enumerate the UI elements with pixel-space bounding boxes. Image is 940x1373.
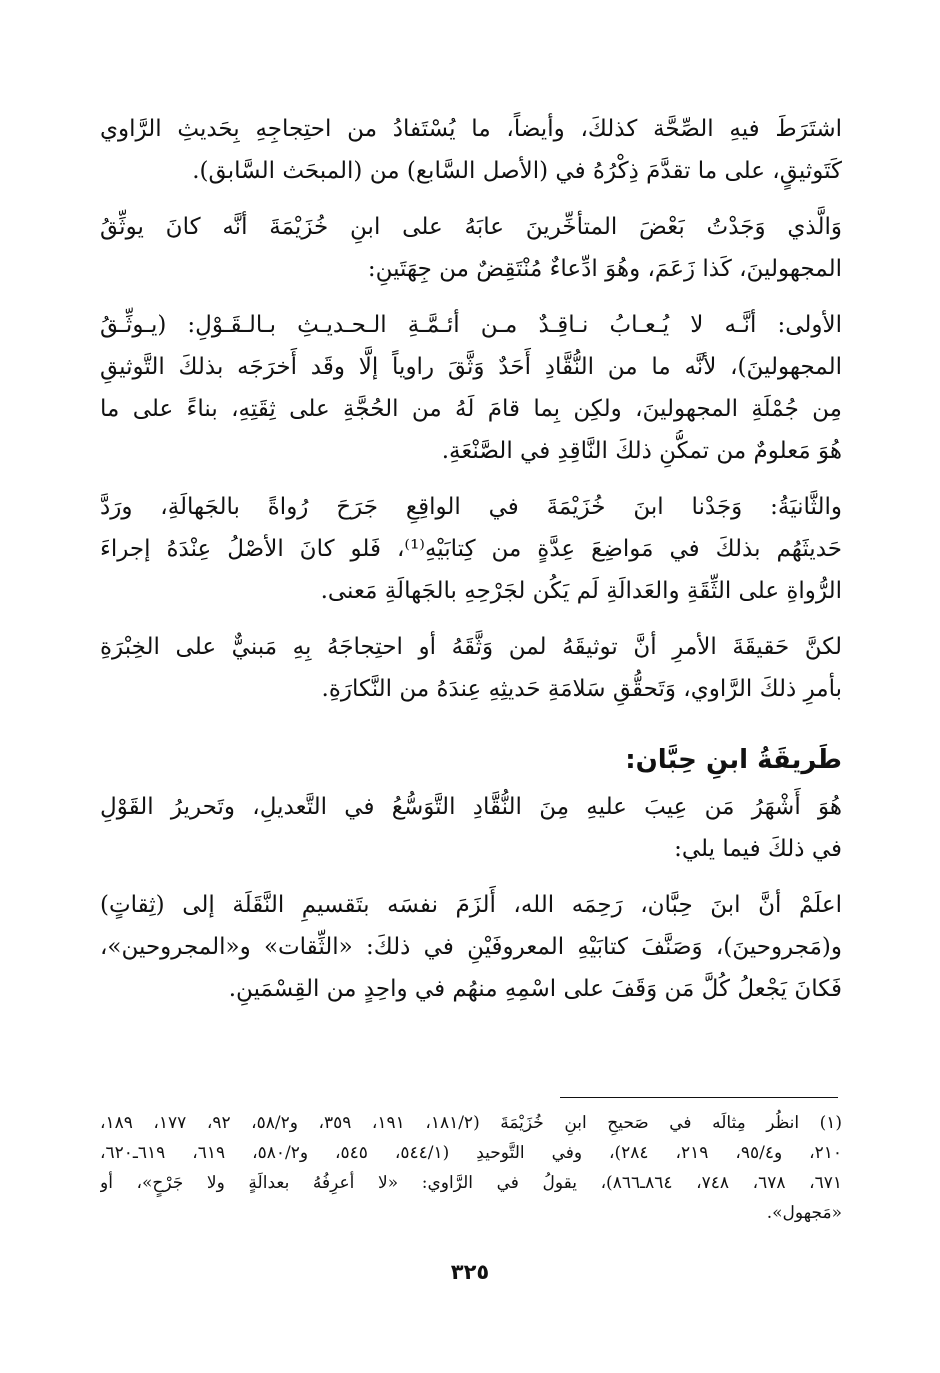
footnote-divider [560,1097,838,1098]
text-line: الرُّواةِ على الثِّقَةِ والعَدالَةِ لَم يَكُن لجَرْحِهِ بالجَهالَةِ مَعنى. [320,578,842,604]
paragraph-2 [100,206,842,290]
text-line: مِن جُمْلَةِ المجهولينَ، ولكِن بِما قامَ لَهُ من الحُجَّةِ على ثِقَتِهِ، بناءً على ما [100,396,842,422]
section-heading: طَريقَةُ ابنِ حِبَّان: [625,745,842,775]
text-line: اعلَمْ أنَّ ابنَ حِبَّان، رَحِمَه الله، أَلزَمَ نفسَه بتَقسيمِ النَّقَلَة إلى (ثِقاتٍ) [100,892,842,918]
paragraph-1 [100,108,842,192]
text-line: كَتَوثيقٍ، على ما تقدَّمَ ذِكْرُهُ في (الأصل السَّابع) من (المبحَث السَّابق). [192,158,842,184]
text-line: هُوَ مَعلومٌ من تمكُّنِ ذلكَ النَّاقِدِ في الصَّنْعَةِ. [441,438,842,464]
text-line: في ذلكَ فيما يلي: [674,836,842,862]
text-line: المجهولينَ، كَذا زَعَمَ، وهُوَ ادِّعاءٌ مُنْتَقِضٌ من جِهَتَينِ: [367,256,842,282]
text-line: والثَّانيَةُ: وَجَدْنا ابنَ خُزَيْمَةَ في الواقِعِ جَرَحَ رُواةً بالجَهالَةِ، ورَدَّ [100,494,842,520]
text-line: هُوَ أَشْهَرُ مَن عِيبَ عليهِ مِنَ النُّقَّادِ التَّوَسُّعُ في التَّعديلِ، وتَحريرُ القَوْلِ [100,794,842,820]
footnote-line: ٢١٠، و٩٥/٤، ٢١٩، ٢٨٤)، وفي التَّوحيدِ (٥٤٤/١، ٥٤٥، و٥٨٠/٢، ٦١٩، ٦١٩ـ٦٢٠، [100,1143,842,1163]
text-line: فَكانَ يَجْعلُ كُلَّ مَن وَقَفَ على اسْمِهِ منهُم في واحِدٍ من القِسْمَينِ. [228,976,842,1002]
text-line: بأمرِ ذلكَ الرَّاوي، وَتَحقُّقِ سَلامَةِ حَديثِهِ عِندَهُ من النَّكارَةِ. [321,676,842,702]
paragraph-7 [100,884,842,1010]
text-line: وَالَّذي وَجَدْتُ بَعْضَ المتأخِّرينَ عابَهُ على ابنِ خُزَيْمَةَ أنَّه كانَ يوثِّقُ [100,214,842,240]
page-body [100,108,842,1024]
paragraph-6 [100,786,842,870]
footnote-line: (١) انظُر مِثالَه في صَحيحِ ابنِ خُزَيْمَةَ (١٨١/٢، ١٩١، ٣٥٩، و٥٨/٢، ٩٢، ١٧٧، ١٨٩، [100,1113,842,1133]
page-number: ٣٢٥ [450,1260,490,1284]
paragraph-5 [100,626,842,710]
text-line: المجهولينَ)، لأنَّه ما من النُّقَّادِ أَحَدٌ وَثَّقَ راوياً إلَّا وقَد أَخرَجَه بذلكَ التَّوثيقِ [100,354,842,380]
paragraph-3 [100,304,842,472]
paragraph-4 [100,486,842,612]
text-line: لكنَّ حَقيقَةَ الأمرِ أنَّ توثيقَهُ لمن وَثَّقَهُ أو احتِجاجَهُ بِهِ مَبنيٌّ على الخِبْرَةِ [100,634,842,660]
text-line: و(مَجروحينَ)، وَصَنَّفَ كتابَيْهِ المعروفَيْنِ في ذلكَ: «الثِّقات» و«المجروحين»، [100,934,842,960]
text-line: حَديثَهُم بذلكَ في مَواضِعَ عِدَّةٍ من كِتابَيْهِ⁽¹⁾، فَلو كانَ الأصْلُ عِنْدَهُ إجراءَ [100,536,842,562]
footnote-line: ٦٧١، ٦٧٨، ٧٤٨، ٨٦٤ـ٨٦٦)، يقولُ في الرَّاوي: «لا أعرِفُهُ بعدالَةٍ ولا جَرْحٍ»، أو [100,1173,842,1193]
footnotes [100,1108,842,1228]
text-line: الأولى: أنَّـه لا يُـعـابُ نـاقِـدٌ مـن أئـمَّـةِ الـحـديـثِ بـالـقَـوْلِ: (يـوثِّـقُ [100,312,842,338]
footnote-line: «مَجهول». [766,1203,842,1223]
text-line: اشتَرَطَ فيهِ الصِّحَّة كذلكَ، وأيضاً، ما يُسْتَفادُ من احتِجاجِهِ بِحَديثِ الرَّاوي [100,116,842,142]
